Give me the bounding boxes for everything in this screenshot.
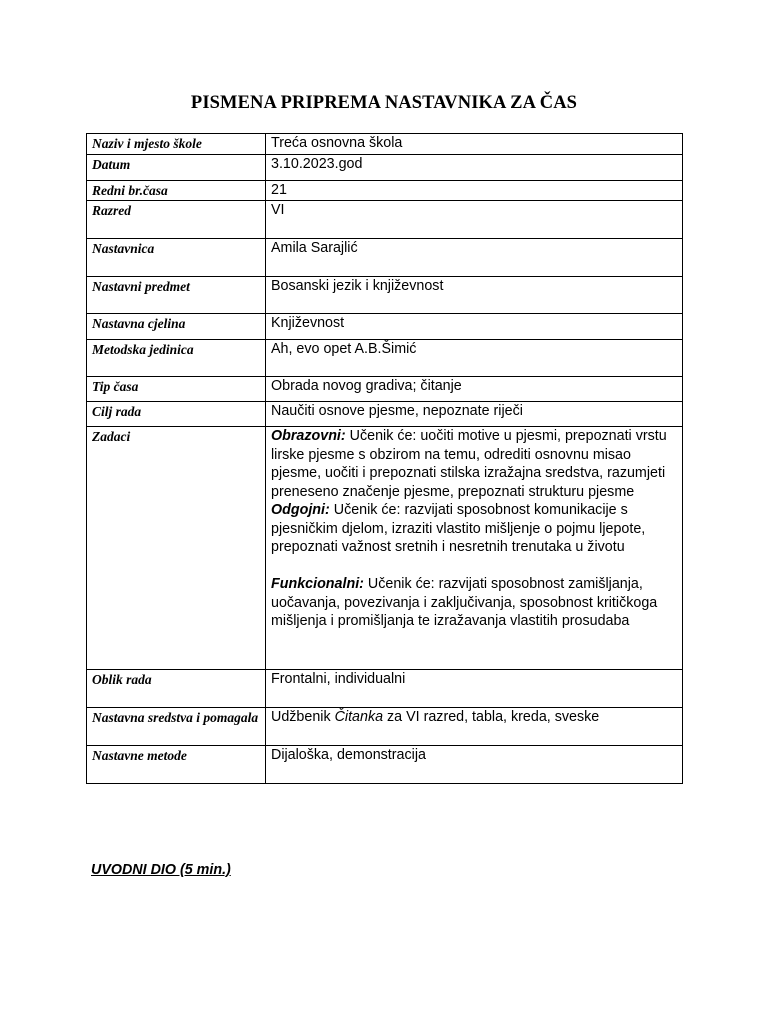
table-row-methods: [87, 746, 683, 784]
row-label: Nastavna sredstva i pomagala: [87, 708, 266, 746]
row-value: Amila Sarajlić: [266, 239, 683, 277]
row-value: Treća osnovna škola: [266, 134, 683, 155]
task-upbringing: [271, 501, 677, 557]
table-row-grade: [87, 201, 683, 239]
row-label: Nastavni predmet: [87, 277, 266, 314]
textbook-title: Čitanka: [334, 709, 384, 725]
row-label: Metodska jedinica: [87, 340, 266, 377]
row-value: VI: [266, 201, 683, 239]
task-educational: [271, 427, 677, 501]
task-text: Učenik će: razvijati sposobnost komunikacije s pjesničkim djelom, izraziti vlastito mišljenje o pojmu ljepote, prepoznati važnost sretnih i nesretnih trenutaka u životu: [271, 502, 646, 555]
row-value: Dijaloška, demonstracija: [266, 746, 683, 784]
task-label: Obrazovni:: [271, 428, 346, 444]
table-row-method-unit: [87, 340, 683, 377]
row-value: Književnost: [266, 314, 683, 340]
table-row-lesson-type: [87, 377, 683, 402]
table-row-lesson-number: [87, 180, 683, 201]
row-value: Ah, evo opet A.B.Šimić: [266, 340, 683, 377]
intro-section-heading: UVODNI DIO (5 min.): [91, 862, 231, 878]
task-label: Odgojni:: [271, 502, 330, 518]
row-value: 3.10.2023.god: [266, 154, 683, 180]
table-row-subject: [87, 277, 683, 314]
row-label: Redni br.časa: [87, 180, 266, 201]
row-label: Cilj rada: [87, 402, 266, 427]
page-title: PISMENA PRIPREMA NASTAVNIKA ZA ČAS: [190, 93, 578, 113]
table-row-school: [87, 134, 683, 155]
row-label: Tip časa: [87, 377, 266, 402]
row-label: Nastavne metode: [87, 746, 266, 784]
table-row-unit: [87, 314, 683, 340]
row-label: Naziv i mjesto škole: [87, 134, 266, 155]
row-label: Oblik rada: [87, 670, 266, 708]
task-text: Učenik će: razvijati sposobnost zamišljanja, uočavanja, povezivanja i zaključivanja, sposobnost kritičkoga mišljenja i promišljanja te izražavanja vlastitih prosudaba: [271, 576, 658, 629]
row-label: Nastavnica: [87, 239, 266, 277]
table-row-goal: [87, 402, 683, 427]
lesson-plan-table: [86, 133, 683, 784]
task-functional: [271, 575, 677, 631]
task-spacer: [271, 557, 677, 576]
tasks-cell: [266, 427, 683, 670]
aids-text: Udžbenik: [271, 709, 335, 725]
row-label: Nastavna cjelina: [87, 314, 266, 340]
row-value: Frontalni, individualni: [266, 670, 683, 708]
row-value: Obrada novog gradiva; čitanje: [266, 377, 683, 402]
table-row-work-form: [87, 670, 683, 708]
row-value: Bosanski jezik i književnost: [266, 277, 683, 314]
row-label: Razred: [87, 201, 266, 239]
task-label: Funkcionalni:: [271, 576, 364, 592]
table-row-teacher: [87, 239, 683, 277]
table-row-teaching-aids: [87, 708, 683, 746]
aids-text: za VI razred, tabla, kreda, sveske: [383, 709, 600, 725]
row-value: 21: [266, 180, 683, 201]
row-value: [266, 708, 683, 746]
row-value: Naučiti osnove pjesme, nepoznate riječi: [266, 402, 683, 427]
table-row-tasks: [87, 427, 683, 670]
row-label: Zadaci: [87, 427, 266, 670]
row-label: Datum: [87, 154, 266, 180]
table-row-date: [87, 154, 683, 180]
task-text: Učenik će: uočiti motive u pjesmi, prepoznati vrstu lirske pjesme s obzirom na temu, odrediti osnovnu misao pjesme, uočiti i prepoznati stilska izražajna sredstva, razumjeti preneseno značenje pjesme, prepoznati strukturu pjesme: [271, 428, 667, 500]
